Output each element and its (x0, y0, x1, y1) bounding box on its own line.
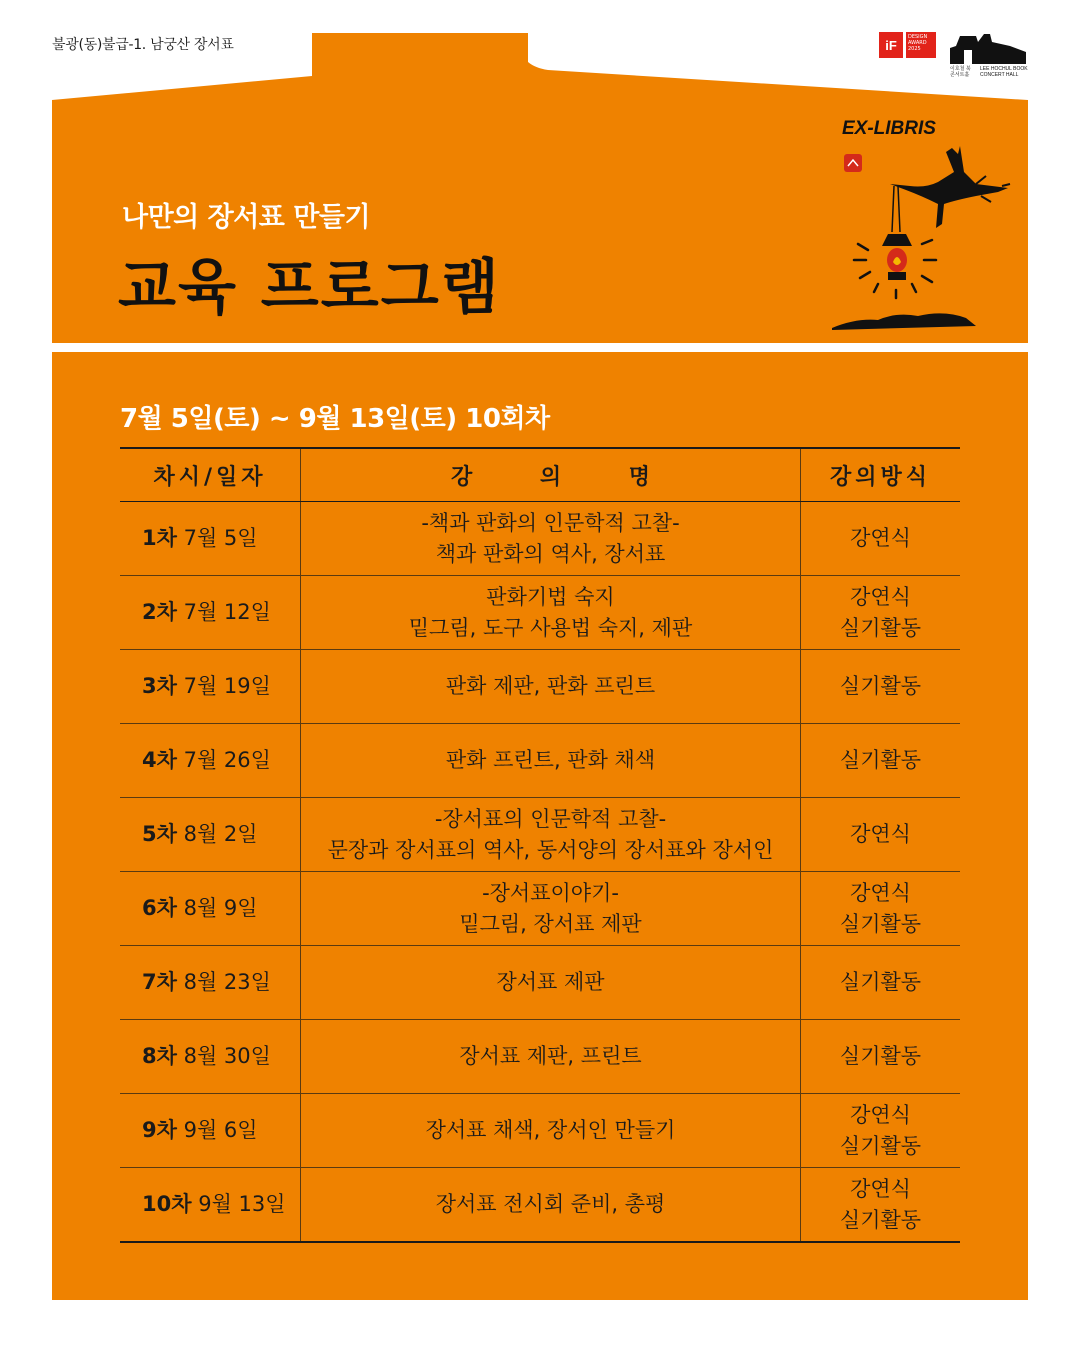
round-date: 9월 13일 (198, 1192, 286, 1216)
lecture-title-line: 밑그림, 장서표 제판 (459, 911, 642, 936)
lecture-title-line: -장서표의 인문학적 고찰- (434, 806, 667, 831)
table-row (120, 576, 960, 650)
method-line: 실기활동 (839, 970, 922, 994)
table-row (120, 1168, 960, 1243)
round-date: 7월 19일 (183, 674, 271, 698)
if-logo-mark: iF (879, 32, 903, 58)
round-date: 8월 2일 (183, 822, 258, 846)
round-date: 7월 5일 (183, 526, 258, 550)
table-row (120, 1094, 960, 1168)
method-line: 실기활동 (839, 615, 922, 640)
table-row (120, 872, 960, 946)
round-number: 4차 (142, 748, 177, 772)
header-round-date: 차시/일자 (120, 448, 301, 502)
concert-hall-name-en: LEE HOCHUL BOOK CONCERT HALL (980, 66, 1028, 78)
round-number: 1차 (142, 526, 177, 550)
method-line: 강연식 (850, 584, 911, 609)
header-method: 강의방식 (801, 448, 961, 502)
page-title: 교육 프로그램 (118, 253, 501, 323)
round-date: 8월 30일 (183, 1044, 271, 1068)
program-period: 7월 5일(토) ~ 9월 13일(토) 10회차 (120, 404, 550, 434)
round-number: 5차 (142, 822, 177, 846)
schedule-table (120, 447, 960, 1243)
method-line: 실기활동 (839, 911, 922, 936)
round-number: 2차 (142, 600, 177, 624)
method-line: 실기활동 (839, 748, 922, 772)
concert-hall-logo (950, 32, 1030, 78)
method-line: 강연식 (850, 880, 911, 905)
table-row (120, 798, 960, 872)
lecture-title-line: 판화 프린트, 판화 채색 (445, 748, 656, 772)
breadcrumb: 불광(동)불급-1. 남궁산 장서표 (52, 37, 234, 53)
hero-subtitle: 나만의 장서표 만들기 (122, 202, 371, 233)
lecture-title-line: -책과 판화의 인문학적 고찰- (421, 510, 680, 535)
table-row (120, 724, 960, 798)
round-number: 3차 (142, 674, 177, 698)
lecture-title-line: 장서표 제판 (496, 970, 605, 994)
lecture-title-line: 밑그림, 도구 사용법 숙지, 제판 (408, 615, 693, 640)
logos (879, 32, 1030, 78)
concert-hall-icon (950, 32, 1026, 64)
round-number: 10차 (142, 1192, 192, 1216)
round-date: 7월 26일 (183, 748, 271, 772)
lecture-title-line: 판화기법 숙지 (486, 584, 615, 609)
round-date: 7월 12일 (183, 600, 271, 624)
method-line: 강연식 (850, 822, 911, 846)
lecture-title-line: 문장과 장서표의 역사, 동서양의 장서표와 장서인 (327, 837, 774, 862)
table-header-row (120, 448, 960, 502)
table-row (120, 502, 960, 576)
if-logo-text: DESIGN AWARD 2025 (906, 32, 936, 58)
table-row (120, 1020, 960, 1094)
ex-libris-illustration (826, 112, 1016, 334)
method-line: 강연식 (850, 1102, 911, 1127)
method-line: 강연식 (850, 526, 911, 550)
round-number: 7차 (142, 970, 177, 994)
round-date: 8월 23일 (183, 970, 271, 994)
lecture-title-line: 장서표 전시회 준비, 총평 (435, 1192, 666, 1216)
header-lecture-title: 강 의 명 (301, 448, 801, 502)
table-row (120, 650, 960, 724)
method-line: 실기활동 (839, 674, 922, 698)
method-line: 실기활동 (839, 1133, 922, 1158)
round-date: 8월 9일 (183, 896, 258, 920)
method-line: 실기활동 (839, 1207, 922, 1232)
ex-libris-text: EX-LIBRIS (842, 118, 936, 139)
round-number: 6차 (142, 896, 177, 920)
concert-hall-name-ko: 이호철 북콘서트홀 (950, 66, 971, 78)
method-line: 강연식 (850, 1176, 911, 1201)
method-line: 실기활동 (839, 1044, 922, 1068)
round-number: 8차 (142, 1044, 177, 1068)
lecture-title-line: 책과 판화의 역사, 장서표 (435, 541, 666, 566)
table-row (120, 946, 960, 1020)
if-design-award-logo (879, 32, 936, 58)
lecture-title-line: 장서표 채색, 장서인 만들기 (425, 1118, 676, 1142)
round-number: 9차 (142, 1118, 177, 1142)
lecture-title-line: 판화 제판, 판화 프린트 (445, 674, 656, 698)
lecture-title-line: 장서표 제판, 프린트 (459, 1044, 642, 1068)
round-date: 9월 6일 (183, 1118, 258, 1142)
lecture-title-line: -장서표이야기- (482, 880, 619, 905)
